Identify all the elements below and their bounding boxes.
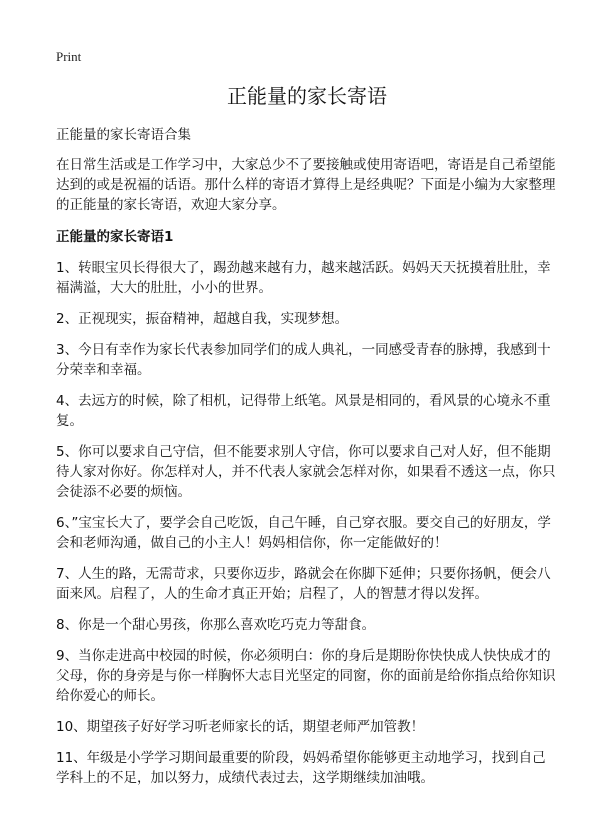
list-item: 9、当你走进高中校园的时候，你必须明白：你的身后是期盼你快快成人快快成才的父母，你的身旁是与你一样胸怀大志目光坚定的同窗，你的面前是给你指点给你知识给你爱心的师长。 (56, 648, 556, 704)
list-item: 7、人生的路，无需苛求，只要你迈步，路就会在你脚下延伸；只要你扬帆，便会八面来风。启程了，人的生命才真正开始；启程了，人的智慧才得以发挥。 (56, 566, 551, 602)
subtitle: 正能量的家长寄语合集 (56, 127, 191, 143)
section-heading: 正能量的家长寄语1 (56, 229, 174, 245)
list-item: 10、期望孩子好好学习听老师家长的话，期望老师严加管教！ (56, 719, 425, 735)
list-item: 5、你可以要求自己守信，但不能要求别人守信，你可以要求自己对人好，但不能期待人家对你好。你怎样对人，并不代表人家就会怎样对你，如果看不透这一点，你只会徒添不必要的烦恼。 (56, 444, 556, 500)
list-item: 6、”宝宝长大了，要学会自己吃饭，自己午睡，自己穿衣服。要交自己的好朋友，学会和老师沟通，做自己的小主人！妈妈相信你，你一定能做好的！ (56, 515, 551, 551)
list-item: 3、今日有幸作为家长代表参加同学们的成人典礼，一同感受青春的脉搏，我感到十分荣幸和幸福。 (56, 342, 551, 378)
intro-paragraph: 在日常生活或是工作学习中，大家总少不了要接触或使用寄语吧，寄语是自己希望能达到的或是祝福的话语。那什么样的寄语才算得上是经典呢？下面是小编为大家整理的正能量的家长寄语，欢迎大家分享。 (56, 157, 556, 213)
list-item: 1、转眼宝贝长得很大了，踢劲越来越有力，越来越活跃。妈妈天天抚摸着肚肚，幸福满溢，大大的肚肚，小小的世界。 (56, 260, 551, 296)
page-title: 正能量的家长寄语 (227, 84, 387, 108)
print-link[interactable]: Print (56, 49, 82, 64)
list-item: 11、年级是小学学习期间最重要的阶段，妈妈希望你能够更主动地学习，找到自己学科上的不足，加以努力，成绩代表过去，这学期继续加油哦。 (56, 750, 546, 786)
list-item: 2、正视现实，振奋精神，超越自我，实现梦想。 (56, 311, 349, 327)
list-item: 8、你是一个甜心男孩，你那么喜欢吃巧克力等甜食。 (56, 617, 376, 633)
message-list (56, 258, 558, 788)
list-item: 4、去远方的时候，除了相机，记得带上纸笔。风景是相同的，看风景的心境永不重复。 (56, 393, 551, 429)
